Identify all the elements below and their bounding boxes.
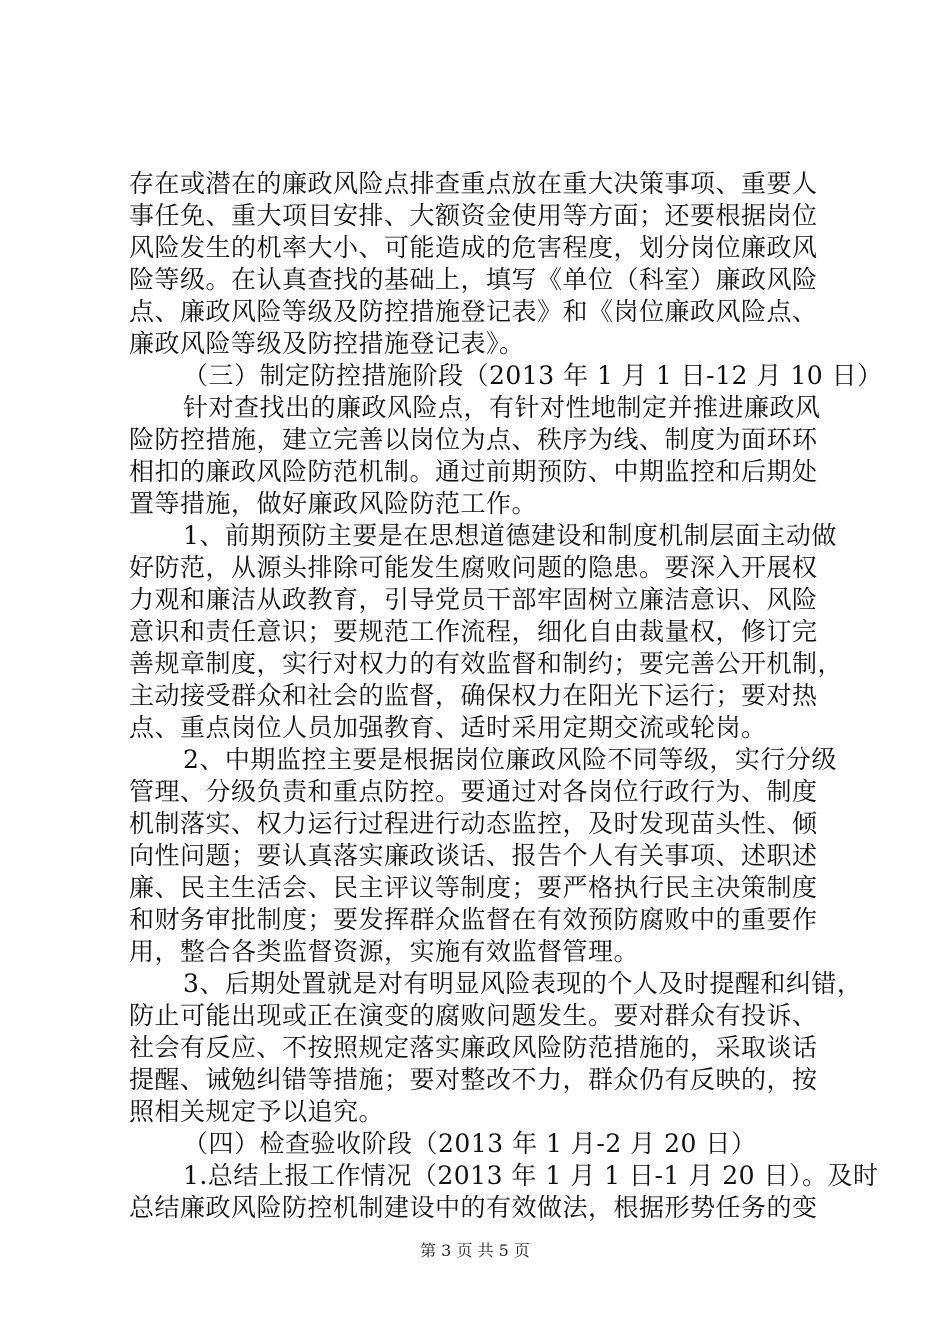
text-line: 险等级。在认真查找的基础上，填写《单位（科室）廉政风险 [129,265,818,294]
text-line: 力观和廉洁从政教育，引导党员干部牢固树立廉洁意识、风险 [129,585,818,614]
text-line: 置等措施，做好廉政风险防范工作。 [129,489,538,518]
text-line: 1.总结上报工作情况（2013 年 1 月 1 日-1 月 20 日）。及时 [183,1161,879,1190]
text-line: 总结廉政风险防控机制建设中的有效做法，根据形势任务的变 [129,1193,818,1222]
text-line: 存在或潜在的廉政风险点排查重点放在重大决策事项、重要人 [129,169,818,198]
text-line: 廉、民主生活会、民主评议等制度；要严格执行民主决策制度 [129,873,818,902]
document-body [129,168,883,1224]
text-line: 点、廉政风险等级及防控措施登记表》和《岗位廉政风险点、 [129,297,818,326]
text-line: 和财务审批制度；要发挥群众监督在有效预防腐败中的重要作 [129,905,818,934]
page-footer: 第 3 页 共 5 页 [420,1241,530,1260]
text-line: 相扣的廉政风险防范机制。通过前期预防、中期监控和后期处 [129,457,818,486]
text-line: 机制落实、权力运行过程进行动态监控，及时发现苗头性、倾 [129,809,818,838]
text-line: 险防控措施，建立完善以岗位为点、秩序为线、制度为面环环 [129,425,818,454]
text-line: 防止可能出现或正在演变的腐败问题发生。要对群众有投诉、 [129,1001,818,1030]
text-line: 善规章制度，实行对权力的有效监督和制约；要完善公开机制， [129,649,844,678]
text-line: （三）制定防控措施阶段（2013 年 1 月 1 日-12 月 10 日） [183,361,883,390]
text-line: （四）检查验收阶段（2013 年 1 月-2 月 20 日） [183,1129,757,1158]
text-line: 提醒、诫勉纠错等措施；要对整改不力，群众仍有反映的，按 [129,1065,818,1094]
text-line: 意识和责任意识；要规范工作流程，细化自由裁量权，修订完 [129,617,818,646]
text-line: 风险发生的机率大小、可能造成的危害程度，划分岗位廉政风 [129,233,818,262]
text-line: 点、重点岗位人员加强教育、适时采用定期交流或轮岗。 [129,713,767,742]
text-line: 用，整合各类监督资源，实施有效监督管理。 [129,937,640,966]
text-line: 2、中期监控主要是根据岗位廉政风险不同等级，实行分级 [183,745,837,774]
text-line: 廉政风险等级及防控措施登记表》。 [129,329,525,358]
text-line: 社会有反应、不按照规定落实廉政风险防范措施的，采取谈话 [129,1033,818,1062]
text-line: 管理、分级负责和重点防控。要通过对各岗位行政行为、制度 [129,777,818,806]
text-line: 3、后期处置就是对有明显风险表现的个人及时提醒和纠错， [183,969,863,998]
text-line: 1、前期预防主要是在思想道德建设和制度机制层面主动做 [183,521,837,550]
text-line: 照相关规定予以追究。 [129,1097,385,1126]
text-line: 针对查找出的廉政风险点，有针对性地制定并推进廉政风 [183,393,821,422]
text-line: 事任免、重大项目安排、大额资金使用等方面；还要根据岗位 [129,201,818,230]
text-line: 好防范，从源头排除可能发生腐败问题的隐患。要深入开展权 [129,553,818,582]
text-line: 主动接受群众和社会的监督，确保权力在阳光下运行；要对热 [129,681,818,710]
text-line: 向性问题；要认真落实廉政谈话、报告个人有关事项、述职述 [129,841,818,870]
